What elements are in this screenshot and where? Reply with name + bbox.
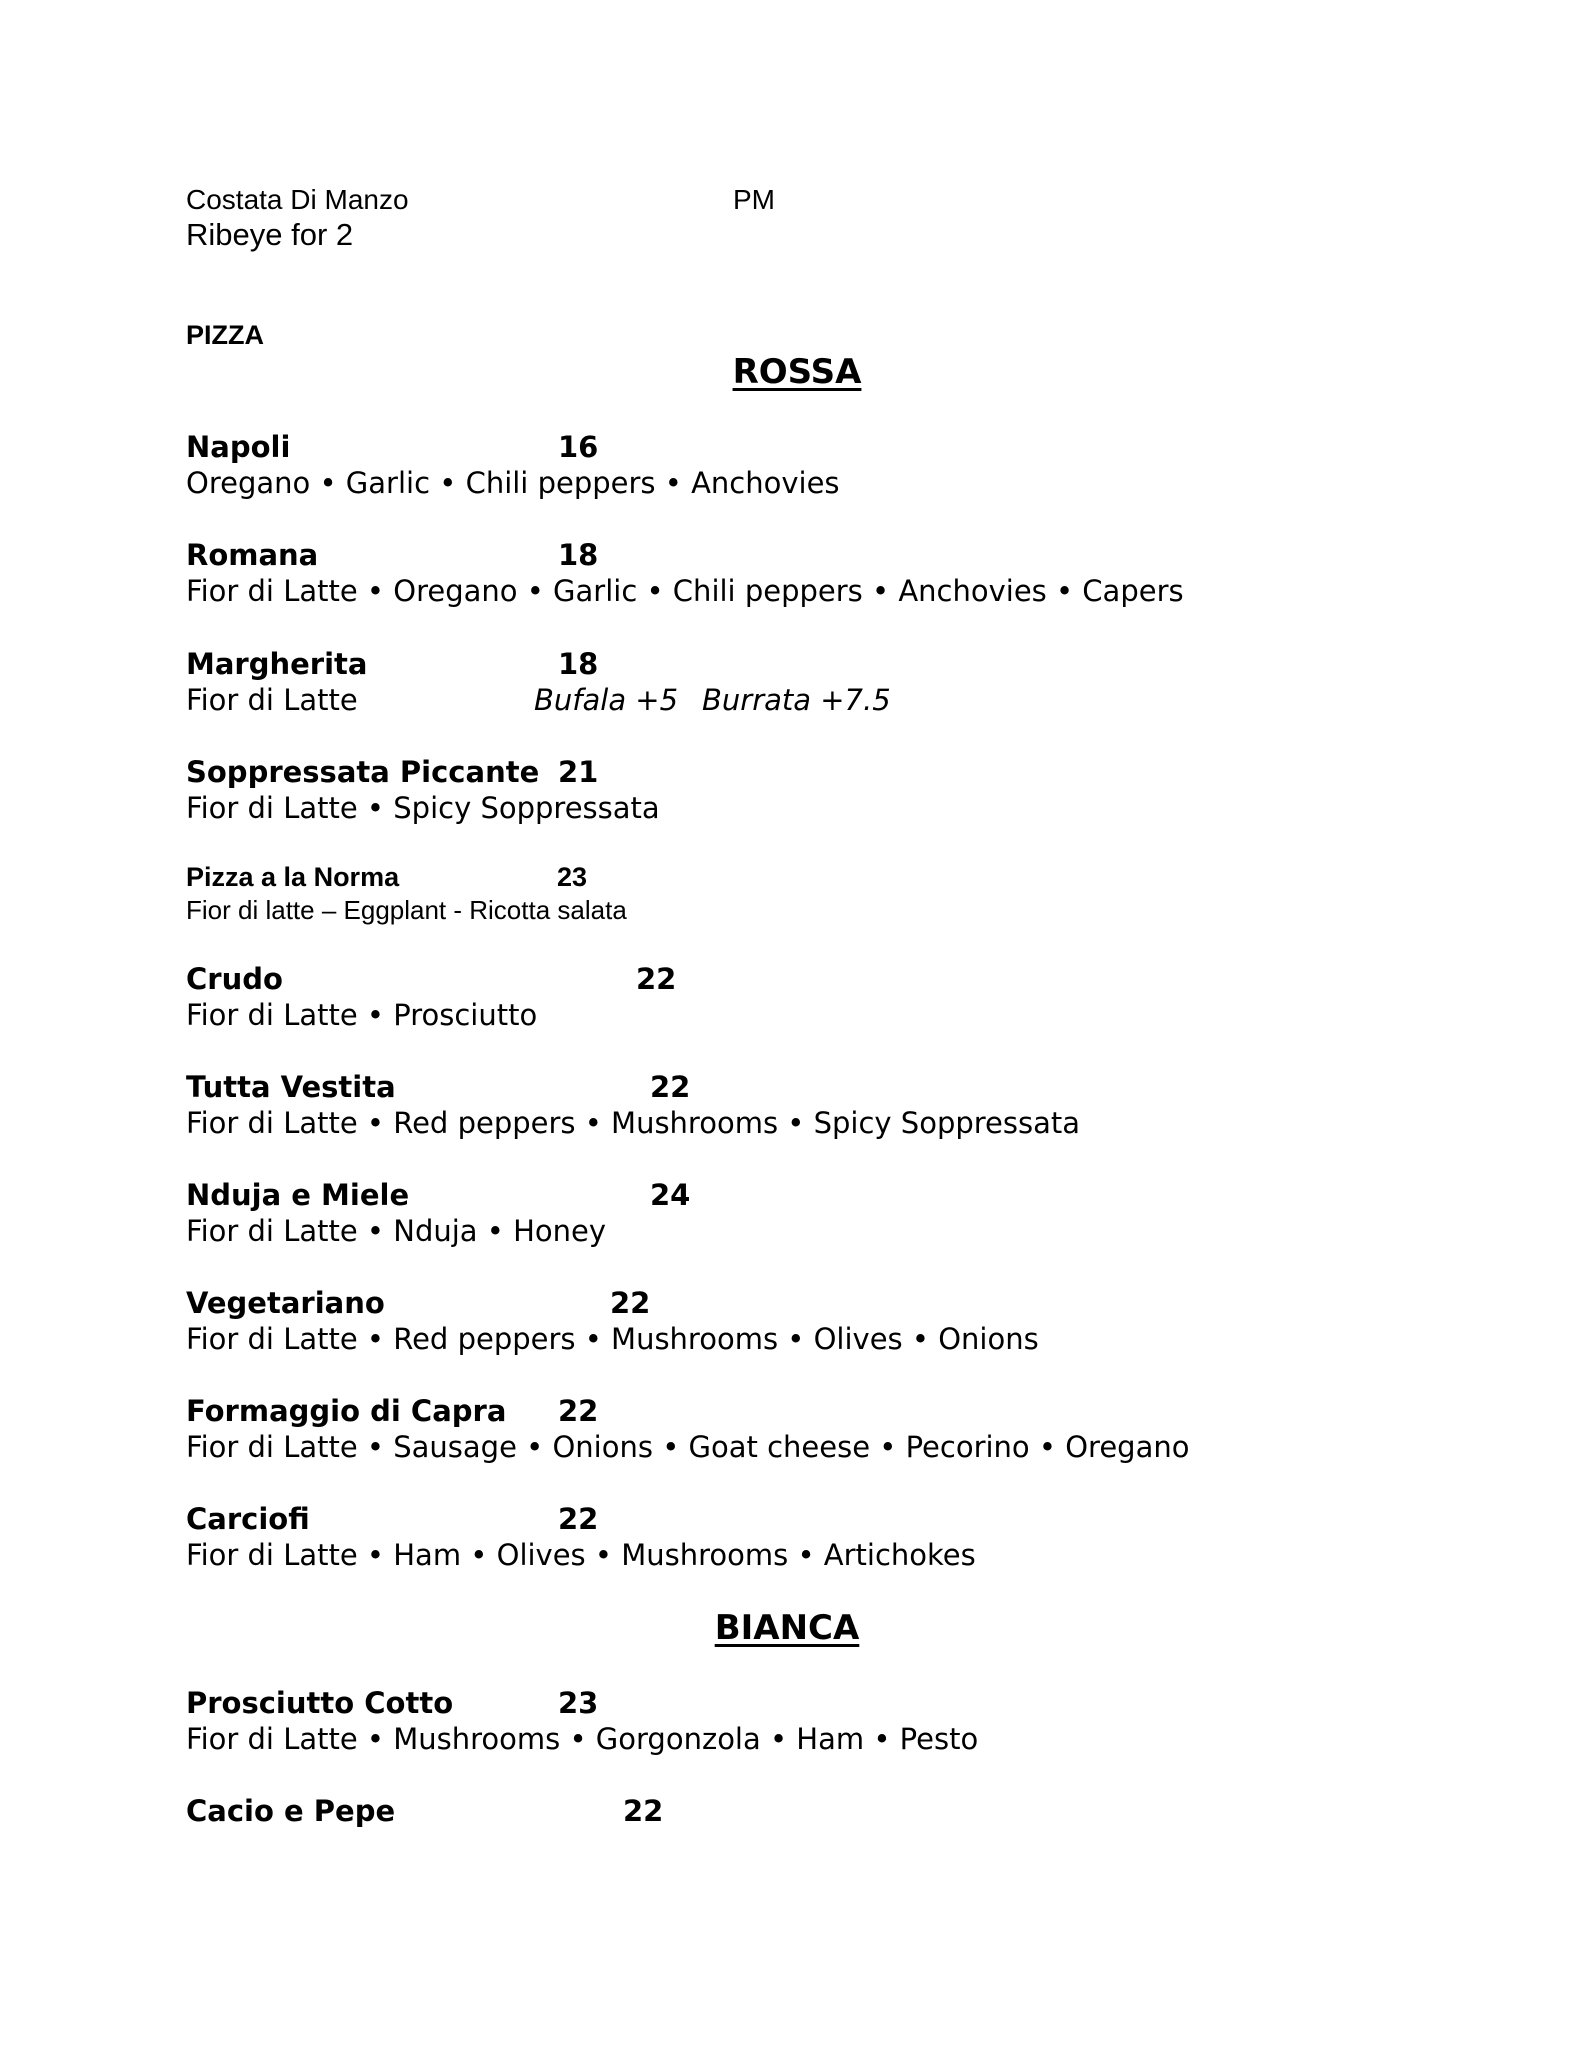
item-price: 22: [558, 1394, 599, 1428]
item-name: Soppressata Piccante: [186, 755, 540, 789]
item-description: Fior di Latte • Spicy Soppressata: [186, 791, 660, 825]
item-name: Formaggio di Capra: [186, 1394, 507, 1428]
item-name: Napoli: [186, 430, 291, 464]
item-price: 22: [623, 1794, 664, 1828]
item-name: Vegetariano: [186, 1286, 385, 1320]
item-price: 22: [636, 962, 677, 996]
item-price: 24: [650, 1178, 691, 1212]
item-description: Fior di Latte • Red peppers • Mushrooms • Spicy Soppressata: [186, 1106, 1081, 1140]
top-item-subtitle: Ribeye for 2: [186, 217, 354, 252]
item-description: Fior di Latte • Nduja • Honey: [186, 1214, 607, 1248]
item-name: Romana: [186, 538, 319, 572]
item-name: Nduja e Miele: [186, 1178, 410, 1212]
item-name: Pizza a la Norma: [186, 862, 400, 892]
item-description: Fior di Latte • Sausage • Onions • Goat cheese • Pecorino • Oregano: [186, 1430, 1190, 1464]
item-description: Oregano • Garlic • Chili peppers • Anchovies: [186, 466, 840, 500]
item-description: Fior di Latte • Prosciutto: [186, 998, 538, 1032]
item-name: Margherita: [186, 647, 368, 681]
item-price: 22: [558, 1502, 599, 1536]
item-description: Fior di Latte • Red peppers • Mushrooms • Olives • Onions: [186, 1322, 1039, 1356]
item-description: Fior di latte – Eggplant - Ricotta salata: [186, 895, 627, 925]
section-label: PIZZA: [186, 320, 264, 350]
addon-bufala: Bufala +5: [534, 683, 679, 717]
item-description: Fior di Latte • Mushrooms • Gorgonzola • Ham • Pesto: [186, 1722, 979, 1756]
item-price: 21: [558, 755, 599, 789]
item-name: Crudo: [186, 962, 283, 996]
item-name: Carciofi: [186, 1502, 310, 1536]
bianca-heading: [0, 1608, 1582, 1648]
item-price: 16: [558, 430, 599, 464]
top-item-name: Costata Di Manzo: [186, 184, 409, 215]
item-price: 22: [610, 1286, 651, 1320]
rossa-heading-text: ROSSA: [732, 352, 862, 392]
rossa-heading: [0, 352, 1582, 392]
item-description: Fior di Latte: [186, 683, 358, 717]
item-name: Cacio e Pepe: [186, 1794, 396, 1828]
item-description: Fior di Latte • Ham • Olives • Mushrooms • Artichokes: [186, 1538, 976, 1572]
item-price: 22: [650, 1070, 691, 1104]
item-description: Fior di Latte • Oregano • Garlic • Chili peppers • Anchovies • Capers: [186, 574, 1184, 608]
bianca-heading-text: BIANCA: [714, 1608, 860, 1648]
addon-burrata: Burrata +7.5: [702, 683, 891, 717]
item-name: Prosciutto Cotto: [186, 1686, 454, 1720]
item-name: Tutta Vestita: [186, 1070, 396, 1104]
item-price: 18: [558, 647, 599, 681]
top-item-price: PM: [733, 184, 775, 215]
item-price: 23: [558, 1686, 599, 1720]
item-price: 23: [557, 862, 588, 892]
item-price: 18: [558, 538, 599, 572]
